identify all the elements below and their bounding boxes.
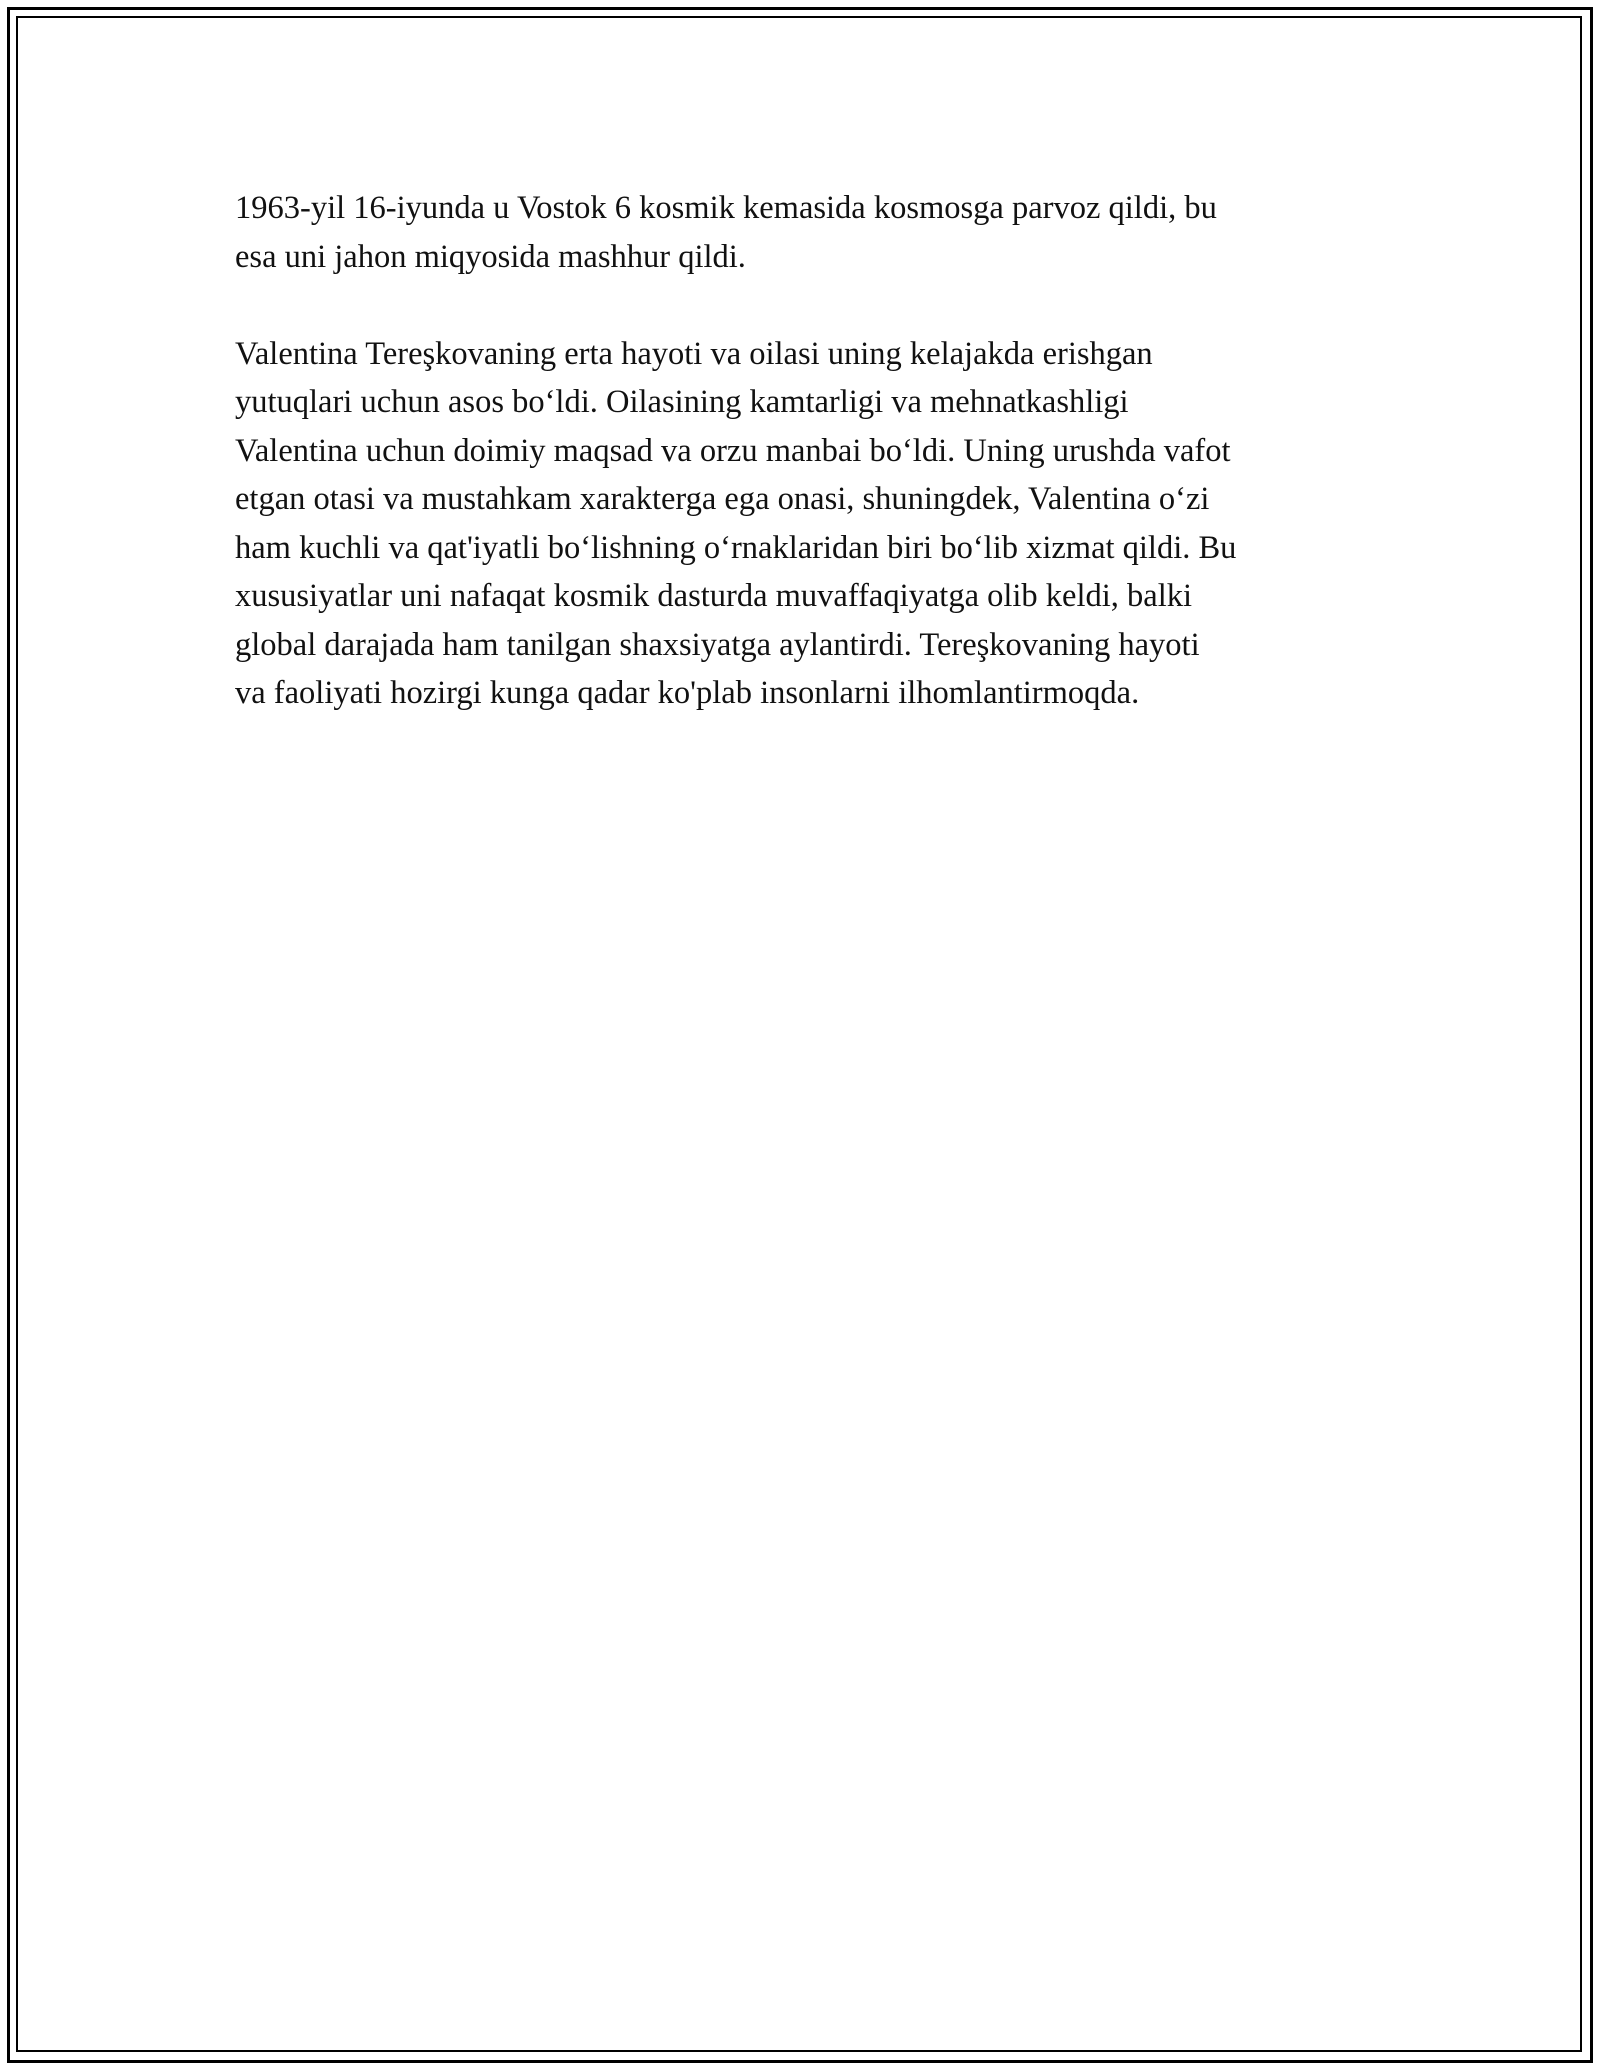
text-line: esa uni jahon miqyosida mashhur qildi. [235,238,746,275]
text-line: 1963-yil 16-iyunda u Vostok 6 kosmik kemasida kosmosga parvoz qildi, bu [235,190,1217,226]
text-line: Valentina uchun doimiy maqsad va orzu manbai boʻldi. Uning urushda vafot [235,432,1231,469]
text-line: global darajada ham tanilgan shaxsiyatga aylantirdi. Tereşkovaning hayoti [235,626,1200,663]
document-body [235,184,1375,718]
paragraph-vostok-flight [235,184,1375,281]
paragraph-early-life [235,330,1375,718]
text-line: yutuqlari uchun asos boʻldi. Oilasining kamtarligi va mehnatkashligi [235,384,1129,420]
text-line: va faoliyati hozirgi kunga qadar ko'plab insonlarni ilhomlantirmoqda. [235,675,1140,711]
text-line: Valentina Tereşkovaning erta hayoti va oilasi uning kelajakda erishgan [235,335,1153,372]
text-line: ham kuchli va qat'iyatli boʻlishning oʻrnaklaridan biri boʻlib xizmat qildi. Bu [235,529,1237,566]
text-line: xususiyatlar uni nafaqat kosmik dasturda muvaffaqiyatga olib keldi, balki [235,578,1193,614]
text-line: etgan otasi va mustahkam xarakterga ega onasi, shuningdek, Valentina oʻzi [235,481,1210,517]
